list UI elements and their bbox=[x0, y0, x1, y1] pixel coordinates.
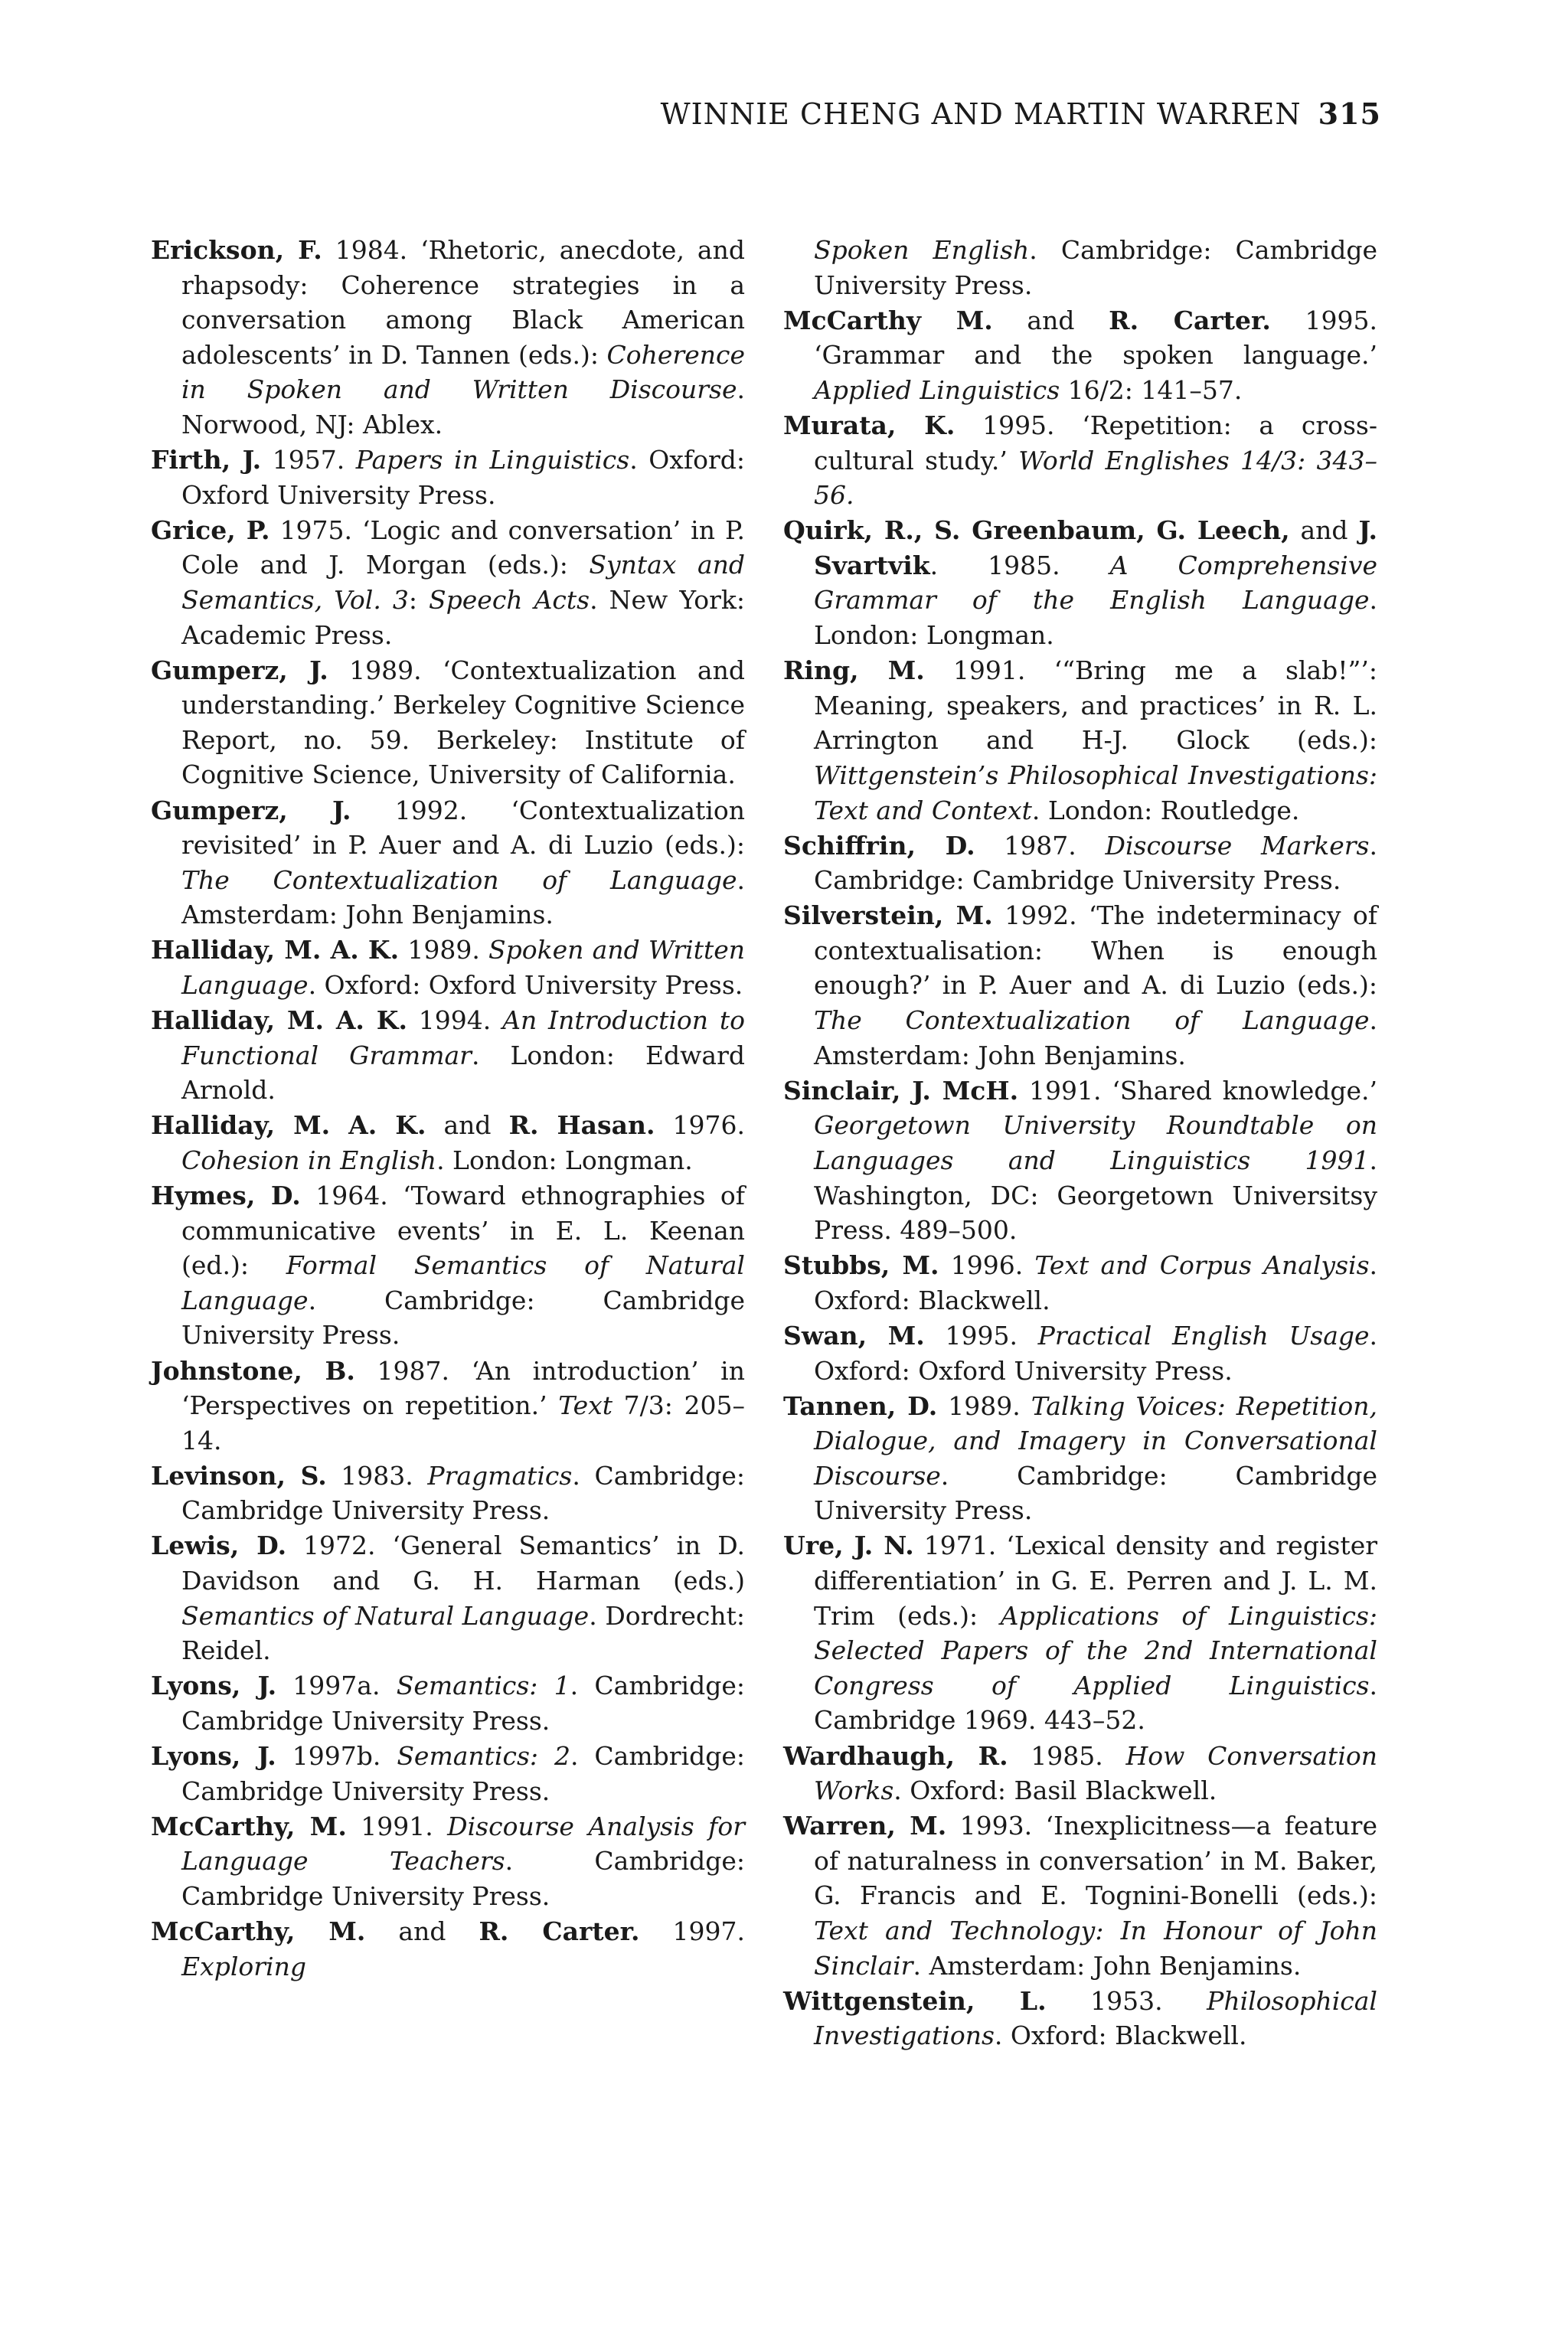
reference-text: 1995. bbox=[924, 1320, 1038, 1351]
reference-entry bbox=[783, 1808, 1377, 1983]
reference-text: . London: Routledge. bbox=[1031, 795, 1300, 825]
reference-text: 1975. ‘Logic and conversation’ in P. Cole and J. Morgan (eds.): bbox=[181, 514, 746, 580]
reference-title: Text bbox=[558, 1390, 613, 1421]
reference-author: Warren, M. bbox=[783, 1811, 947, 1841]
reference-author: Lyons, J. bbox=[151, 1741, 276, 1772]
reference-title: Applied Linguistics bbox=[814, 374, 1060, 405]
reference-text: . Cambridge: Cambridge University Press. bbox=[181, 1285, 745, 1351]
reference-text: . Cambridge: Cambridge University Press. bbox=[814, 235, 1377, 300]
reference-author: Lyons, J. bbox=[151, 1671, 277, 1701]
reference-text: . Cambridge: Cambridge University Press. bbox=[814, 1460, 1377, 1526]
reference-author: Erickson, F. bbox=[151, 235, 322, 265]
reference-text: 1983. bbox=[326, 1460, 428, 1491]
reference-author: Quirk, R., S. Greenbaum, G. Leech, bbox=[783, 515, 1290, 546]
reference-text: 1994. bbox=[407, 1005, 503, 1036]
reference-title: Discourse Markers bbox=[1105, 830, 1370, 861]
reference-title: Syntax and Semantics, Vol. 3 bbox=[181, 550, 746, 615]
reference-author: Gumperz, J. bbox=[151, 655, 328, 685]
reference-text: 1997a. bbox=[276, 1671, 397, 1701]
reference-text: 1993. ‘Inexplicitness—a feature of naturalness in conversation’ in M. Baker, G. Francis and E. Tognini-Bonelli (eds.): bbox=[814, 1811, 1377, 1911]
reference-entry bbox=[151, 1809, 745, 1914]
reference-author: Silverstein, M. bbox=[783, 900, 993, 931]
reference-entry bbox=[783, 1248, 1377, 1318]
reference-text: . Cambridge: Cambridge University Press. bbox=[181, 1741, 746, 1806]
reference-text: . London: Longman. bbox=[814, 585, 1377, 651]
reference-title: World Englishes 14/3: 343–56. bbox=[814, 445, 1377, 511]
reference-title: Semantics: 1 bbox=[396, 1671, 570, 1701]
reference-text: 1987. bbox=[975, 830, 1106, 861]
running-header bbox=[661, 96, 1381, 131]
reference-title: A Comprehensive Grammar of the English Language bbox=[814, 550, 1377, 616]
reference-text: . Cambridge: Cambridge University Press. bbox=[181, 1671, 745, 1736]
reference-title: Spoken English bbox=[814, 235, 1030, 265]
reference-title: Papers in Linguistics bbox=[355, 445, 630, 475]
reference-text: . Amsterdam: John Benjamins. bbox=[814, 1005, 1377, 1070]
reference-entry bbox=[783, 408, 1377, 513]
reference-text: 1957. bbox=[261, 445, 356, 475]
reference-title: Talking Voices: Repetition, Dialogue, and Imagery in Conversational Discourse bbox=[814, 1390, 1377, 1491]
reference-text: 1992. ‘Contextualization revisited’ in P. Auer and A. di Luzio (eds.): bbox=[181, 795, 745, 861]
reference-author: McCarthy M. bbox=[783, 305, 993, 335]
page-number: 315 bbox=[1318, 96, 1381, 131]
reference-title: An Introduction to Functional Grammar bbox=[181, 1005, 745, 1070]
reference-title: Semantics of Natural Language bbox=[181, 1600, 590, 1631]
reference-text: 1964. ‘Toward ethnographies of communicative events’ in E. L. Keenan (ed.): bbox=[181, 1181, 745, 1281]
reference-text: . Oxford: Oxford University Press. bbox=[814, 1320, 1378, 1386]
reference-text: . 1985. bbox=[929, 550, 1110, 580]
reference-text: . London: Longman. bbox=[436, 1145, 693, 1175]
reference-author: Firth, J. bbox=[151, 445, 262, 475]
reference-author: Gumperz, J. bbox=[151, 795, 351, 825]
reference-text: . London: Edward Arnold. bbox=[181, 1040, 745, 1106]
reference-text: 1995. ‘Repetition: a cross-cultural study.’ bbox=[814, 410, 1377, 475]
reference-entry bbox=[783, 1389, 1377, 1528]
reference-entry bbox=[151, 933, 745, 1002]
reference-author: Halliday, M. A. K. bbox=[151, 1005, 407, 1036]
reference-text: 1991. bbox=[346, 1811, 448, 1841]
reference-text: . Cambridge: Cambridge University Press. bbox=[181, 1460, 746, 1526]
reference-entry bbox=[783, 828, 1377, 898]
reference-text: . Cambridge 1969. 443–52. bbox=[814, 1670, 1377, 1736]
reference-text: 1953. bbox=[1046, 1985, 1207, 2016]
reference-entry bbox=[151, 443, 745, 512]
reference-title: Georgetown University Roundtable on Languages and Linguistics 1991 bbox=[814, 1110, 1377, 1175]
reference-text: 1989. bbox=[399, 935, 489, 965]
reference-text: 1985. bbox=[1008, 1740, 1126, 1771]
reference-author: Ring, M. bbox=[783, 655, 925, 686]
reference-text: 1976. bbox=[655, 1110, 745, 1141]
reference-text: . Oxford: Oxford University Press. bbox=[308, 969, 743, 1000]
reference-title: Speech Acts bbox=[429, 584, 590, 615]
reference-entry bbox=[151, 1739, 745, 1808]
reference-entry bbox=[151, 1354, 745, 1459]
reference-entry bbox=[151, 1178, 745, 1353]
reference-text: 1989. bbox=[937, 1390, 1031, 1421]
reference-text: 1989. ‘Contextualization and understanding.’ Berkeley Cognitive Science Report, no. 59. Berkeley: Institute of Cognitive Science, University of California. bbox=[181, 655, 745, 790]
reference-author: Lewis, D. bbox=[151, 1530, 287, 1561]
reference-text: . Cambridge: Cambridge University Press. bbox=[814, 830, 1377, 896]
reference-text: 1992. ‘The indeterminacy of contextualisation: When is enough enough?’ in P. Auer and A. di Luzio (eds.): bbox=[814, 900, 1377, 1001]
reference-title: Spoken and Written Language bbox=[181, 935, 746, 1000]
reference-title: Coherence in Spoken and Written Discourse bbox=[181, 339, 745, 405]
reference-text: . Amsterdam: John Benjamins. bbox=[181, 864, 745, 930]
reference-author: Ure, J. N. bbox=[783, 1530, 914, 1561]
reference-title: Formal Semantics of Natural Language bbox=[181, 1250, 745, 1315]
reference-text: : bbox=[408, 584, 430, 615]
reference-entry bbox=[783, 1739, 1377, 1808]
reference-entry bbox=[783, 303, 1377, 408]
reference-text: 1971. ‘Lexical density and register differentiation’ in G. E. Perren and J. L. M. Trim (eds.): bbox=[814, 1530, 1377, 1631]
reference-text: and bbox=[365, 1916, 479, 1946]
reference-entry bbox=[151, 1668, 745, 1738]
reference-text: 1991. ‘Shared knowledge.’ bbox=[1018, 1075, 1377, 1106]
reference-entry bbox=[151, 1914, 745, 1984]
reference-entry bbox=[151, 1528, 745, 1668]
reference-text: and bbox=[426, 1110, 509, 1141]
reference-title: The Contextualization of Language bbox=[814, 1005, 1370, 1036]
reference-entry bbox=[783, 1318, 1377, 1388]
reference-text: 7/3: 205–14. bbox=[181, 1390, 745, 1455]
reference-entry bbox=[783, 513, 1377, 652]
reference-author: R. Carter. bbox=[1109, 305, 1271, 335]
reference-text: and bbox=[1289, 515, 1359, 546]
reference-title: The Contextualization of Language bbox=[181, 864, 737, 895]
reference-entry bbox=[151, 233, 745, 443]
reference-title: Semantics: 2 bbox=[397, 1741, 570, 1772]
reference-entry bbox=[783, 233, 1377, 302]
reference-title: Practical English Usage bbox=[1037, 1320, 1370, 1351]
reference-title: Wittgenstein’s Philosophical Investigations: Text and Context bbox=[814, 760, 1377, 825]
reference-author: Grice, P. bbox=[151, 514, 270, 545]
reference-author: R. Carter. bbox=[479, 1916, 640, 1946]
reference-author: Murata, K. bbox=[783, 410, 956, 440]
reference-author: Levinson, S. bbox=[151, 1460, 327, 1491]
reference-entry bbox=[783, 1528, 1377, 1738]
reference-author: Johnstone, B. bbox=[151, 1355, 355, 1386]
references-right-column bbox=[783, 233, 1377, 2053]
reference-text: . Dordrecht: Reidel. bbox=[181, 1600, 745, 1666]
reference-text: and bbox=[992, 305, 1109, 335]
reference-author: Schiffrin, D. bbox=[783, 830, 975, 861]
reference-text: . Oxford: Blackwell. bbox=[814, 1250, 1378, 1315]
reference-author: McCarthy, M. bbox=[151, 1811, 347, 1841]
reference-title: How Conversation Works bbox=[814, 1740, 1377, 1806]
reference-title: Cohesion in English bbox=[181, 1145, 437, 1175]
running-header-authors: WINNIE CHENG AND MARTIN WARREN bbox=[660, 97, 1302, 131]
reference-text: . Cambridge: Cambridge University Press. bbox=[181, 1846, 745, 1911]
reference-entry bbox=[151, 1003, 745, 1108]
reference-entry bbox=[151, 513, 745, 652]
reference-text: 1987. ‘An introduction’ in ‘Perspectives on repetition.’ bbox=[181, 1355, 745, 1421]
reference-author: Wittgenstein, L. bbox=[783, 1985, 1047, 2016]
reference-text: 1997b. bbox=[276, 1741, 397, 1772]
reference-title: Pragmatics bbox=[427, 1460, 573, 1491]
reference-text: 1997. bbox=[639, 1916, 745, 1946]
reference-text: . Amsterdam: John Benjamins. bbox=[913, 1950, 1302, 1981]
reference-title: Philosophical Investigations bbox=[814, 1985, 1377, 2051]
reference-author: Sinclair, J. McH. bbox=[783, 1075, 1019, 1106]
reference-author: Swan, M. bbox=[783, 1320, 925, 1351]
reference-text: . Oxford: Oxford University Press. bbox=[181, 445, 746, 510]
reference-text: 16/2: 141–57. bbox=[1060, 374, 1243, 405]
reference-author: J. Svartvik bbox=[814, 515, 1377, 580]
reference-text: . Norwood, NJ: Ablex. bbox=[181, 374, 745, 439]
reference-author: Halliday, M. A. K. bbox=[151, 935, 400, 965]
reference-author: R. Hasan. bbox=[508, 1110, 655, 1141]
reference-title: Text and Technology: In Honour of John Sinclair bbox=[814, 1916, 1377, 1981]
reference-text: 1972. ‘General Semantics’ in D. Davidson and G. H. Harman (eds.) bbox=[181, 1530, 745, 1596]
reference-author: Wardhaugh, R. bbox=[783, 1740, 1008, 1771]
reference-text: 1996. bbox=[939, 1250, 1035, 1281]
reference-entry bbox=[151, 793, 745, 933]
reference-entry bbox=[783, 1073, 1377, 1248]
reference-text: . New York: Academic Press. bbox=[181, 584, 745, 650]
reference-author: Halliday, M. A. K. bbox=[151, 1110, 426, 1141]
reference-title: Exploring bbox=[181, 1951, 306, 1981]
reference-text: 1991. ‘“Bring me a slab!”’: Meaning, speakers, and practices’ in R. L. Arrington and H-J. Glock (eds.): bbox=[814, 655, 1377, 756]
reference-entry bbox=[151, 1108, 745, 1178]
reference-text: . Washington, DC: Georgetown Universitsy Press. 489–500. bbox=[814, 1145, 1377, 1246]
reference-text: 1995. ‘Grammar and the spoken language.’ bbox=[814, 305, 1377, 371]
reference-text: 1984. ‘Rhetoric, anecdote, and rhapsody: Coherence strategies in a conversation among Black American adolescents’ in D. Tannen (eds.): bbox=[181, 235, 745, 370]
references-left-column bbox=[151, 233, 745, 1984]
reference-text: . Oxford: Blackwell. bbox=[994, 2020, 1247, 2051]
reference-entry bbox=[151, 653, 745, 792]
reference-text: . Oxford: Basil Blackwell. bbox=[893, 1775, 1217, 1806]
reference-entry bbox=[783, 1984, 1377, 2053]
reference-title: Text and Corpus Analysis bbox=[1034, 1250, 1370, 1281]
reference-title: Applications of Linguistics: Selected Papers of the 2nd International Congress of Applied Linguistics bbox=[814, 1600, 1377, 1700]
reference-entry bbox=[783, 653, 1377, 828]
reference-title: Discourse Analysis for Language Teachers bbox=[181, 1811, 745, 1877]
reference-entry bbox=[783, 898, 1377, 1073]
reference-entry bbox=[151, 1459, 745, 1528]
reference-author: Hymes, D. bbox=[151, 1181, 301, 1211]
reference-author: Tannen, D. bbox=[783, 1390, 938, 1421]
reference-author: Stubbs, M. bbox=[783, 1250, 939, 1281]
reference-author: McCarthy, M. bbox=[151, 1916, 366, 1946]
